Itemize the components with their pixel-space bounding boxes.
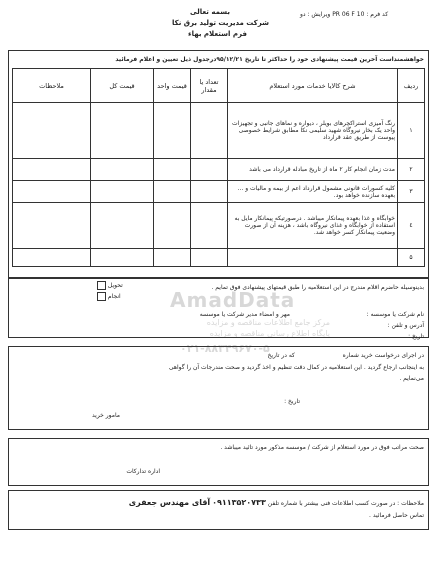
unit-price-cell: [154, 249, 191, 267]
note-contact: آقای مهندس جعفری: [128, 498, 211, 507]
header-notes: ملاحظات: [13, 69, 91, 103]
watermark-phone: ۰۲۱-۸۸۳۴۹۶۷۰-۵: [180, 342, 270, 355]
qty-cell: [191, 159, 228, 181]
order-date-label: تاریخ :: [284, 398, 300, 405]
company-name-label: نام شرکت یا موسسه :: [366, 311, 424, 318]
row-no: ۲: [398, 159, 425, 181]
table-row: [13, 181, 425, 203]
qty-cell: [191, 103, 228, 159]
row-desc: مدت زمان انجام کار ۲ ماه از تاریخ مبادله قرارداد می باشد: [228, 159, 398, 181]
table-row: [13, 203, 425, 249]
row-no: ۳: [398, 181, 425, 203]
note-text: [14, 497, 424, 522]
address-label: آدرس و تلفن :: [387, 322, 424, 329]
notes-cell: [13, 159, 91, 181]
total-cell: [91, 103, 154, 159]
unit-price-cell: [154, 181, 191, 203]
row-no: ۱: [398, 103, 425, 159]
unit-price-cell: [154, 159, 191, 181]
execution-checkbox[interactable]: [97, 292, 106, 301]
watermark-line2: پایگاه اطلاع رسانی مناقصه و مزایده: [209, 329, 330, 338]
purchase-officer: مامور خرید: [92, 412, 120, 419]
form-code: کد فرم : PR 06 F 10 ویرایش : دو: [300, 11, 389, 18]
table-row: [13, 159, 425, 181]
stamp-label: مهر و امضاء مدیر شرکت یا موسسه: [199, 311, 290, 318]
form-title: فرم استعلام بهاء: [188, 30, 247, 38]
note-phone: ۰۹۱۱۳۵۲۰۷۳۳: [212, 498, 266, 507]
watermark-brand: AmadData: [170, 288, 296, 312]
row-desc: [228, 249, 398, 267]
offer-text: بدینوسیله حاضرم اقلام مندرج در این استعلامیه را طبق قیمتهای پیشنهادی فوق تمایم .: [211, 284, 424, 291]
total-cell: [91, 159, 154, 181]
row-no: ۵: [398, 249, 425, 267]
header-row-no: ردیف: [398, 69, 425, 103]
order-text-1: در اجرای درخواست خرید شماره که در تاریخ: [267, 352, 424, 359]
row-desc: رنگ آمیزی استراکچرهای بویلر ، دیواره و نماهای جانبی و تجهیزات واحد یک بخار نیروگاه شهید سلیمی نکا مطابق شرایط خصوصی پیوست از طریق عقد قرارداد: [228, 103, 398, 159]
unit-price-cell: [154, 103, 191, 159]
items-table: [12, 68, 425, 267]
header-desc: شرح کالایا خدمات مورد استعلام: [228, 69, 398, 103]
total-cell: [91, 249, 154, 267]
procurement-office: اداره تدارکات: [126, 468, 160, 475]
approval-text: صحت مراتب فوق در مورد استعلام از شرکت / موسسه مذکور مورد تائید میباشد .: [220, 444, 424, 451]
bismillah: بسمه تعالی: [190, 8, 231, 16]
total-cell: [91, 203, 154, 249]
order-text-3: می‌نمایم .: [399, 375, 424, 382]
notes-cell: [13, 249, 91, 267]
notes-cell: [13, 203, 91, 249]
table-row: [13, 103, 425, 159]
table-row: [13, 249, 425, 267]
delivery-option[interactable]: [95, 281, 123, 290]
watermark-line1: مرکز جامع اطلاعات مناقصه و مزایده: [206, 318, 330, 327]
delivery-checkbox[interactable]: [97, 281, 106, 290]
unit-price-cell: [154, 203, 191, 249]
execution-label: انجام: [107, 293, 121, 300]
header-qty: تعداد یا مقدار: [191, 69, 228, 103]
row-no: ٤: [398, 203, 425, 249]
order-text-2: به اینجانب ارجاع گردید . این استعلامیه در کمال دقت تنظیم و اخذ گردید و صحت مندرجات آن را گواهی: [168, 364, 424, 371]
qty-cell: [191, 181, 228, 203]
date-label: تاریخ :: [408, 333, 424, 340]
notes-cell: [13, 181, 91, 203]
qty-cell: [191, 203, 228, 249]
row-desc: خوابگاه و غذا بعهده پیمانکار میباشد . درصورتیکه پیمانکار مایل به استفاده از خوابگاه و غذای نیروگاه باشد ، هزینه آن از صورت وضعیت پیمانکار کسر خواهد شد.: [228, 203, 398, 249]
qty-cell: [191, 249, 228, 267]
header-unit-price: قیمت واحد: [154, 69, 191, 103]
note-text-before: ملاحظات : در صورت کسب اطلاعات فنی بیشتر با شماره تلفن: [267, 500, 424, 507]
delivery-label: تحویل: [107, 282, 123, 289]
row-desc: کلیه کسورات قانونی مشمول قرارداد اعم از بیمه و مالیات و ... بعهده سازنده خواهد بود.: [228, 181, 398, 203]
notes-cell: [13, 103, 91, 159]
note-text-after: تماس حاصل فرمائید .: [369, 512, 424, 519]
intro-text: خواهشمنداست آخرین قیمت پیشنهادی خود را حداکثر تا تاریخ ۹۵/۱۲/۲۱درجدول ذیل تعیین و اعلام فرمائید: [115, 56, 424, 63]
company-name: شرکت مدیریت تولید برق نکا: [172, 19, 269, 27]
total-cell: [91, 181, 154, 203]
execution-option[interactable]: [95, 292, 121, 301]
header-total: قیمت کل: [91, 69, 154, 103]
